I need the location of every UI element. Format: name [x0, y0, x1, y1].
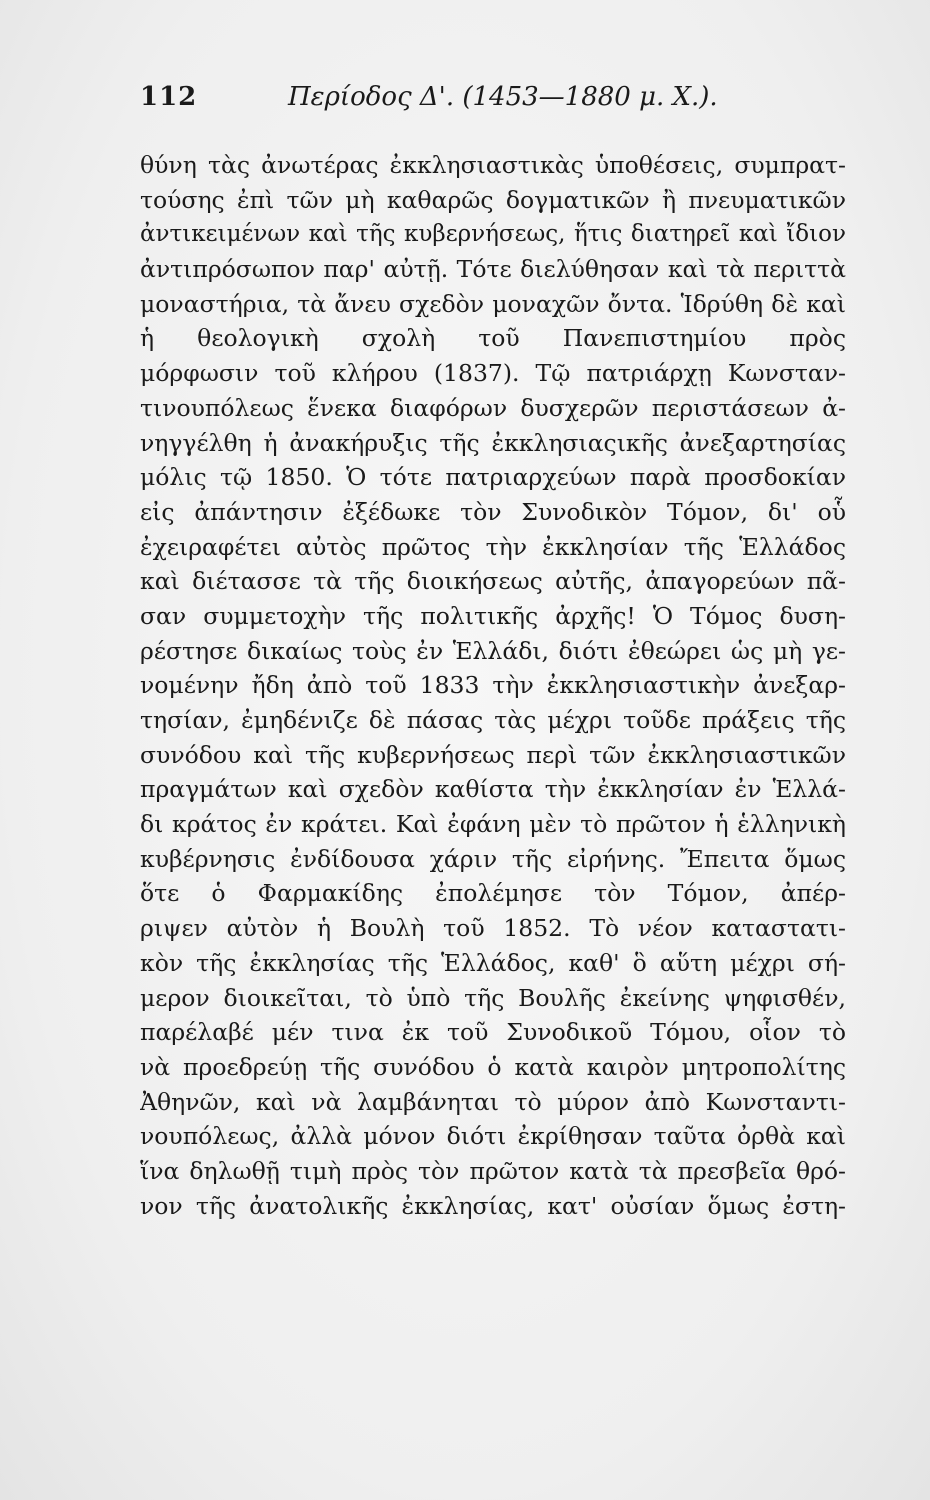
text-line: πραγμάτων καὶ σχεδὸν καθίστα τὴν ἐκκλησίαν ἐν Ἑλλά-: [140, 775, 846, 804]
text-line: κὸν τῆς ἐκκλησίας τῆς Ἑλλάδος, καθ' ὃ αὕτη μέχρι σή-: [140, 948, 846, 977]
text-line: ρέστησε δικαίως τοὺς ἐν Ἑλλάδι, διότι ἐθεώρει ὡς μὴ γε-: [140, 636, 846, 665]
text-line: ἐχειραφέτει αὐτὸς πρῶτος τὴν ἐκκλησίαν τῆς Ἑλλάδος: [140, 532, 846, 561]
text-line: καὶ διέτασσε τὰ τῆς διοικήσεως αὐτῆς, ἀπαγορεύων πᾶ-: [140, 567, 846, 596]
text-line: νομένην ἤδη ἀπὸ τοῦ 1833 τὴν ἐκκλησιαστικὴν ἀνεξαρ-: [140, 671, 846, 700]
text-line: ὅτε ὁ Φαρμακίδης ἐπολέμησε τὸν Τόμον, ἀπέρ-: [140, 879, 846, 908]
text-line: μοναστήρια, τὰ ἄνευ σχεδὸν μοναχῶν ὄντα. Ἱδρύθη δὲ καὶ: [140, 289, 846, 318]
text-line: συνόδου καὶ τῆς κυβερνήσεως περὶ τῶν ἐκκλησιαστικῶν: [140, 740, 846, 769]
text-line: μερον διοικεῖται, τὸ ὑπὸ τῆς Βουλῆς ἐκείνης ψηφισθέν,: [140, 983, 846, 1012]
text-line: ἀντιπρόσωπον παρ' αὐτῇ. Τότε διελύθησαν καὶ τὰ περιττὰ: [140, 255, 846, 284]
text-line: ἡ θεολογικὴ σχολὴ τοῦ Πανεπιστημίου πρὸς: [140, 324, 846, 353]
text-line: θύνη τὰς ἀνωτέρας ἐκκλησιαστικὰς ὑποθέσεις, συμπρατ-: [140, 151, 846, 179]
text-line: ριψεν αὐτὸν ἡ Βουλὴ τοῦ 1852. Τὸ νέον καταστατι-: [140, 914, 846, 943]
text-line: σαν συμμετοχὴν τῆς πολιτικῆς ἀρχῆς! Ὁ Τόμος δυση-: [140, 601, 846, 630]
text-line: μόλις τῷ 1850. Ὁ τότε πατριαρχεύων παρὰ προσδοκίαν: [140, 463, 846, 492]
text-line: τούσης ἐπὶ τῶν μὴ καθαρῶς δογματικῶν ἢ πνευματικῶν: [140, 185, 846, 214]
text-line: ἀντικειμένων καὶ τῆς κυβερνήσεως, ἥτις διατηρεῖ καὶ ἴδιον: [140, 221, 846, 248]
text-line: νὰ προεδρεύῃ τῆς συνόδου ὁ κατὰ καιρὸν μητροπολίτης: [140, 1052, 846, 1081]
text-line: δι κράτος ἐν κράτει. Καὶ ἐφάνη μὲν τὸ πρῶτον ἡ ἑλληνικὴ: [140, 810, 846, 839]
text-line: παρέλαβέ μέν τινα ἐκ τοῦ Συνοδικοῦ Τόμου, οἷον τὸ: [140, 1018, 846, 1047]
text-line: νον τῆς ἀνατολικῆς ἐκκλησίας, κατ' οὐσίαν ὅμως ἐστη-: [140, 1191, 846, 1220]
text-line: Ἀθηνῶν, καὶ νὰ λαμβάνηται τὸ μύρον ἀπὸ Κωνσταντι-: [140, 1087, 846, 1116]
text-line: μόρφωσιν τοῦ κλήρου (1837). Τῷ πατριάρχῃ Κωνσταν-: [140, 359, 846, 388]
text-line: τινουπόλεως ἕνεκα διαφόρων δυσχερῶν περιστάσεων ἀ-: [140, 393, 846, 422]
body-text: [140, 148, 846, 1223]
text-line: κυβέρνησις ἐνδίδουσα χάριν τῆς εἰρήνης. Ἔπειτα ὅμως: [140, 844, 846, 873]
text-line: νουπόλεως, ἀλλὰ μόνον διότι ἐκρίθησαν ταῦτα ὀρθὰ καὶ: [140, 1122, 846, 1151]
page-header: [140, 82, 840, 122]
text-line: ἵνα δηλωθῇ τιμὴ πρὸς τὸν πρῶτον κατὰ τὰ πρεσβεῖα θρό-: [140, 1156, 846, 1185]
text-line: νηγγέλθη ἡ ἀνακήρυξις τῆς ἐκκλησιαςικῆς ἀνεξαρτησίας: [140, 428, 846, 457]
text-line: τησίαν, ἐμηδένιζε δὲ πάσας τὰς μέχρι τοῦδε πράξεις τῆς: [140, 706, 846, 734]
text-line: εἰς ἀπάντησιν ἐξέδωκε τὸν Συνοδικὸν Τόμον, δι' οὗ: [140, 497, 846, 526]
page-number: 112: [140, 82, 198, 112]
running-title: Περίοδος Δ'. (1453—1880 μ. Χ.).: [288, 82, 718, 112]
